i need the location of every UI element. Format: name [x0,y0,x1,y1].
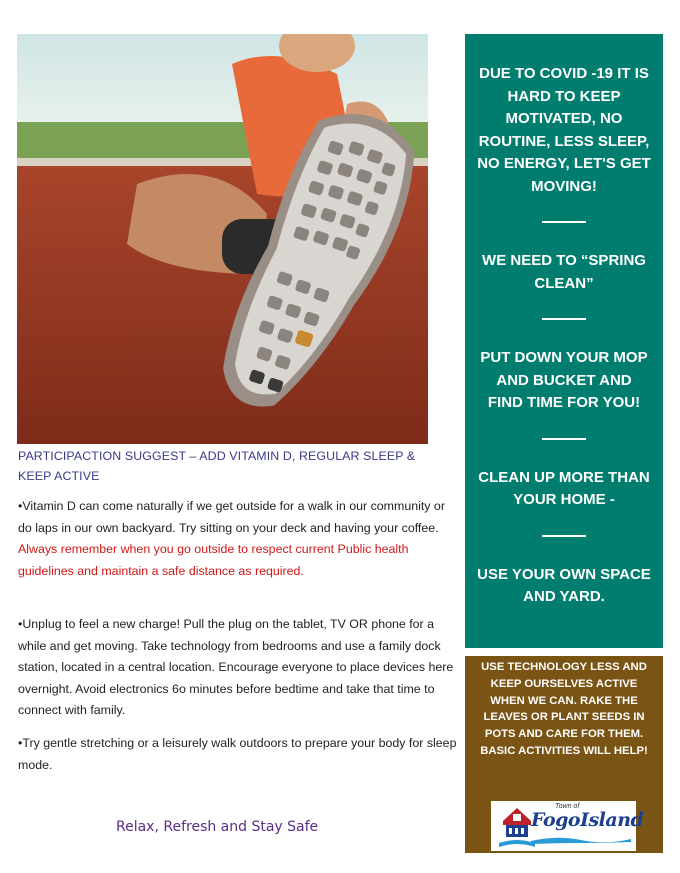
fogo-island-logo [491,801,644,851]
divider [542,221,586,223]
logo-name-text: FogoIsland [531,809,644,831]
logo-town-text: Town of [555,803,580,810]
sidebar-block-covid: DUE TO COVID -19 IT IS HARD TO KEEP MOTIVATED, NO ROUTINE, LESS SLEEP, NO ENERGY, LET'S GET MOVING! [477,65,651,195]
shoe-illustration [17,34,428,444]
divider [542,535,586,537]
vitamin-d-paragraph [18,496,458,582]
unplug-paragraph: •Unplug to feel a new charge! Pull the plug on the tablet, TV OR phone for a while and get moving. Take technology from bedrooms and use a family dock station, located in a central location. Encourage everyone to place devices here overnight. Avoid electronics 6o minutes before bedtime and take that time to connect with family. [18,617,454,717]
sidebar-block-yard: USE YOUR OWN SPACE AND YARD. [477,565,651,605]
participaction-heading: PARTICIPACTION SUGGEST – ADD VITAMIN D, REGULAR SLEEP & KEEP ACTIVE [18,449,416,483]
divider [542,438,586,440]
footer-slogan: Relax, Refresh and Stay Safe [116,819,319,835]
divider [542,318,586,320]
sidebar-block-mop: PUT DOWN YOUR MOP AND BUCKET AND FIND TIME FOR YOU! [480,349,648,411]
sidebar-block-clean-up: CLEAN UP MORE THAN YOUR HOME - [478,468,650,508]
sidebar-block-spring-clean: WE NEED TO “SPRING CLEAN” [482,252,646,292]
wave-icon [531,835,631,845]
safety-warning: Always remember when you go outside to respect current Public health guidelines and maintain a safe distance as required. [18,542,409,578]
stretching-paragraph: •Try gentle stretching or a leisurely walk outdoors to prepare your body for sleep mode. [18,736,457,772]
vitamin-d-text: •Vitamin D can come naturally if we get outside for a walk in our community or do laps in our own backyard. Try sitting on your deck and having your coffee. [18,499,445,535]
hero-photo [17,34,428,444]
tip-text: USE TECHNOLOGY LESS AND KEEP OURSELVES ACTIVE WHEN WE CAN. RAKE THE LEAVES OR PLANT SEEDS IN POTS AND CARE FOR THEM. BASIC ACTIVITIES WILL HELP! [480,661,648,757]
motivation-sidebar [465,34,663,648]
